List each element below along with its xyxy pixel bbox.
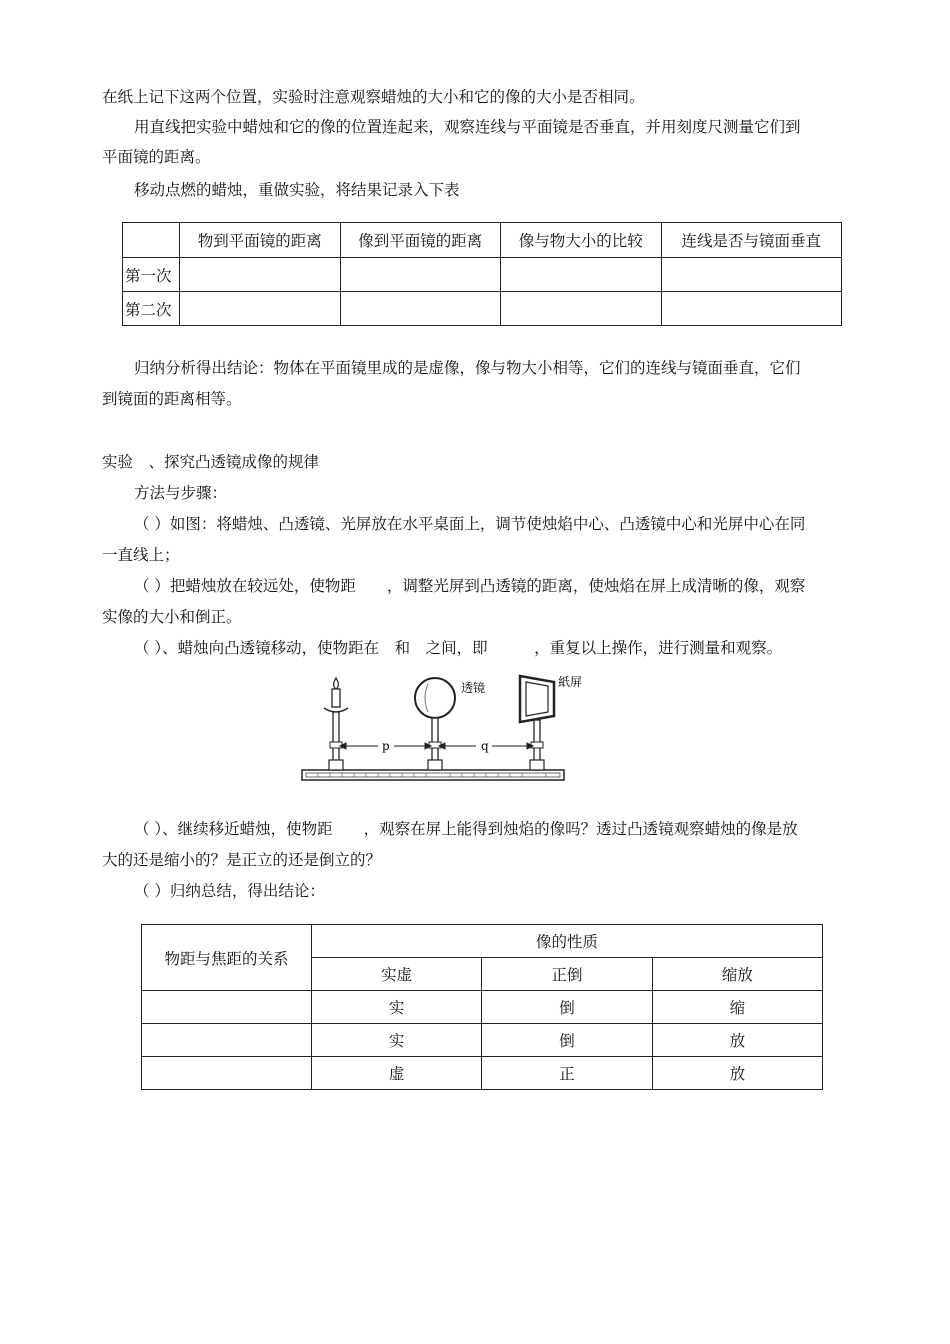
header-cell <box>123 223 180 258</box>
header-cell: 实虚 <box>312 958 482 991</box>
text-line: （ ）、蜡烛向凸透镜移动，使物距在 和 之间，即 ，重复以上操作，进行测量和观察。 <box>134 639 783 657</box>
table-cell <box>340 292 501 326</box>
row-label: 第一次 <box>123 258 180 292</box>
table-row <box>123 258 842 292</box>
table-cell <box>180 292 341 326</box>
table-cell <box>661 292 841 326</box>
text-line: 移动点燃的蜡烛，重做实验，将结果记录入下表 <box>134 181 460 199</box>
header-cell: 像与物大小的比较 <box>501 223 662 258</box>
screen-icon <box>520 676 554 770</box>
mirror-results-table <box>122 222 842 326</box>
table-cell: 实 <box>312 1024 482 1057</box>
header-cell: 正倒 <box>482 958 652 991</box>
text-line: （ ）归纳总结，得出结论： <box>134 882 325 900</box>
table-cell <box>501 292 662 326</box>
text-line: （ ）、继续移近蜡烛，使物距 ，观察在屏上能得到烛焰的像吗？透过凸透镜观察蜡烛的像是放 <box>134 820 798 838</box>
table-row <box>142 991 823 1024</box>
table-header-row <box>142 925 823 958</box>
corner-cell: 物距与焦距的关系 <box>142 925 312 991</box>
text-line: 到镜面的距离相等。 <box>102 390 242 408</box>
table-cell: 虚 <box>312 1057 482 1090</box>
lens-label: 透镜 <box>461 681 486 695</box>
table-row <box>123 292 842 326</box>
text-line: 用直线把实验中蜡烛和它的像的位置连起来，观察连线与平面镜是否垂直，并用刻度尺测量它们到 <box>134 118 801 136</box>
header-cell: 像到平面镜的距离 <box>340 223 501 258</box>
lens-experiment-figure <box>298 670 583 785</box>
lens-conclusion-table <box>141 924 823 1090</box>
group-header-cell: 像的性质 <box>312 925 823 958</box>
text-line: 归纳分析得出结论：物体在平面镜里成的是虚像，像与物大小相等，它们的连线与镜面垂直，它们 <box>134 359 801 377</box>
table-cell: 倒 <box>482 991 652 1024</box>
table-cell <box>501 258 662 292</box>
table-row <box>142 1024 823 1057</box>
table-cell <box>142 1057 312 1090</box>
text-line: 平面镜的距离。 <box>102 148 211 166</box>
screen-label: 紙屏 <box>558 675 583 689</box>
table-cell <box>661 258 841 292</box>
table-cell <box>340 258 501 292</box>
candle-icon <box>324 678 348 770</box>
text-line: 一直线上； <box>102 546 180 564</box>
text-line: 实像的大小和倒正。 <box>102 608 242 626</box>
table-row <box>142 1057 823 1090</box>
text-line: （ ）如图：将蜡烛、凸透镜、光屏放在水平桌面上，调节使烛焰中心、凸透镜中心和光屏中心在同 <box>134 515 806 533</box>
header-cell: 缩放 <box>652 958 822 991</box>
table-cell <box>180 258 341 292</box>
optical-bench <box>302 770 564 780</box>
table-cell <box>142 991 312 1024</box>
table-cell: 缩 <box>652 991 822 1024</box>
table-cell: 实 <box>312 991 482 1024</box>
table-cell: 倒 <box>482 1024 652 1057</box>
p-label: p <box>382 739 390 753</box>
header-cell: 物到平面镜的距离 <box>180 223 341 258</box>
header-cell: 连线是否与镜面垂直 <box>661 223 841 258</box>
text-line: 方法与步骤： <box>134 484 228 502</box>
table-cell: 放 <box>652 1024 822 1057</box>
table-cell <box>142 1024 312 1057</box>
table-header-row <box>123 223 842 258</box>
table-cell: 放 <box>652 1057 822 1090</box>
lens-icon <box>415 678 455 770</box>
section-title: 实验 、探究凸透镜成像的规律 <box>102 453 320 471</box>
text-line: （ ）把蜡烛放在较远处，使物距 ，调整光屏到凸透镜的距离，使烛焰在屏上成清晰的像，观察 <box>134 577 806 595</box>
table-cell: 正 <box>482 1057 652 1090</box>
row-label: 第二次 <box>123 292 180 326</box>
q-label: q <box>481 739 489 753</box>
text-line: 大的还是缩小的？是正立的还是倒立的？ <box>102 851 382 869</box>
text-line: 在纸上记下这两个位置，实验时注意观察蜡烛的大小和它的像的大小是否相同。 <box>102 88 645 106</box>
